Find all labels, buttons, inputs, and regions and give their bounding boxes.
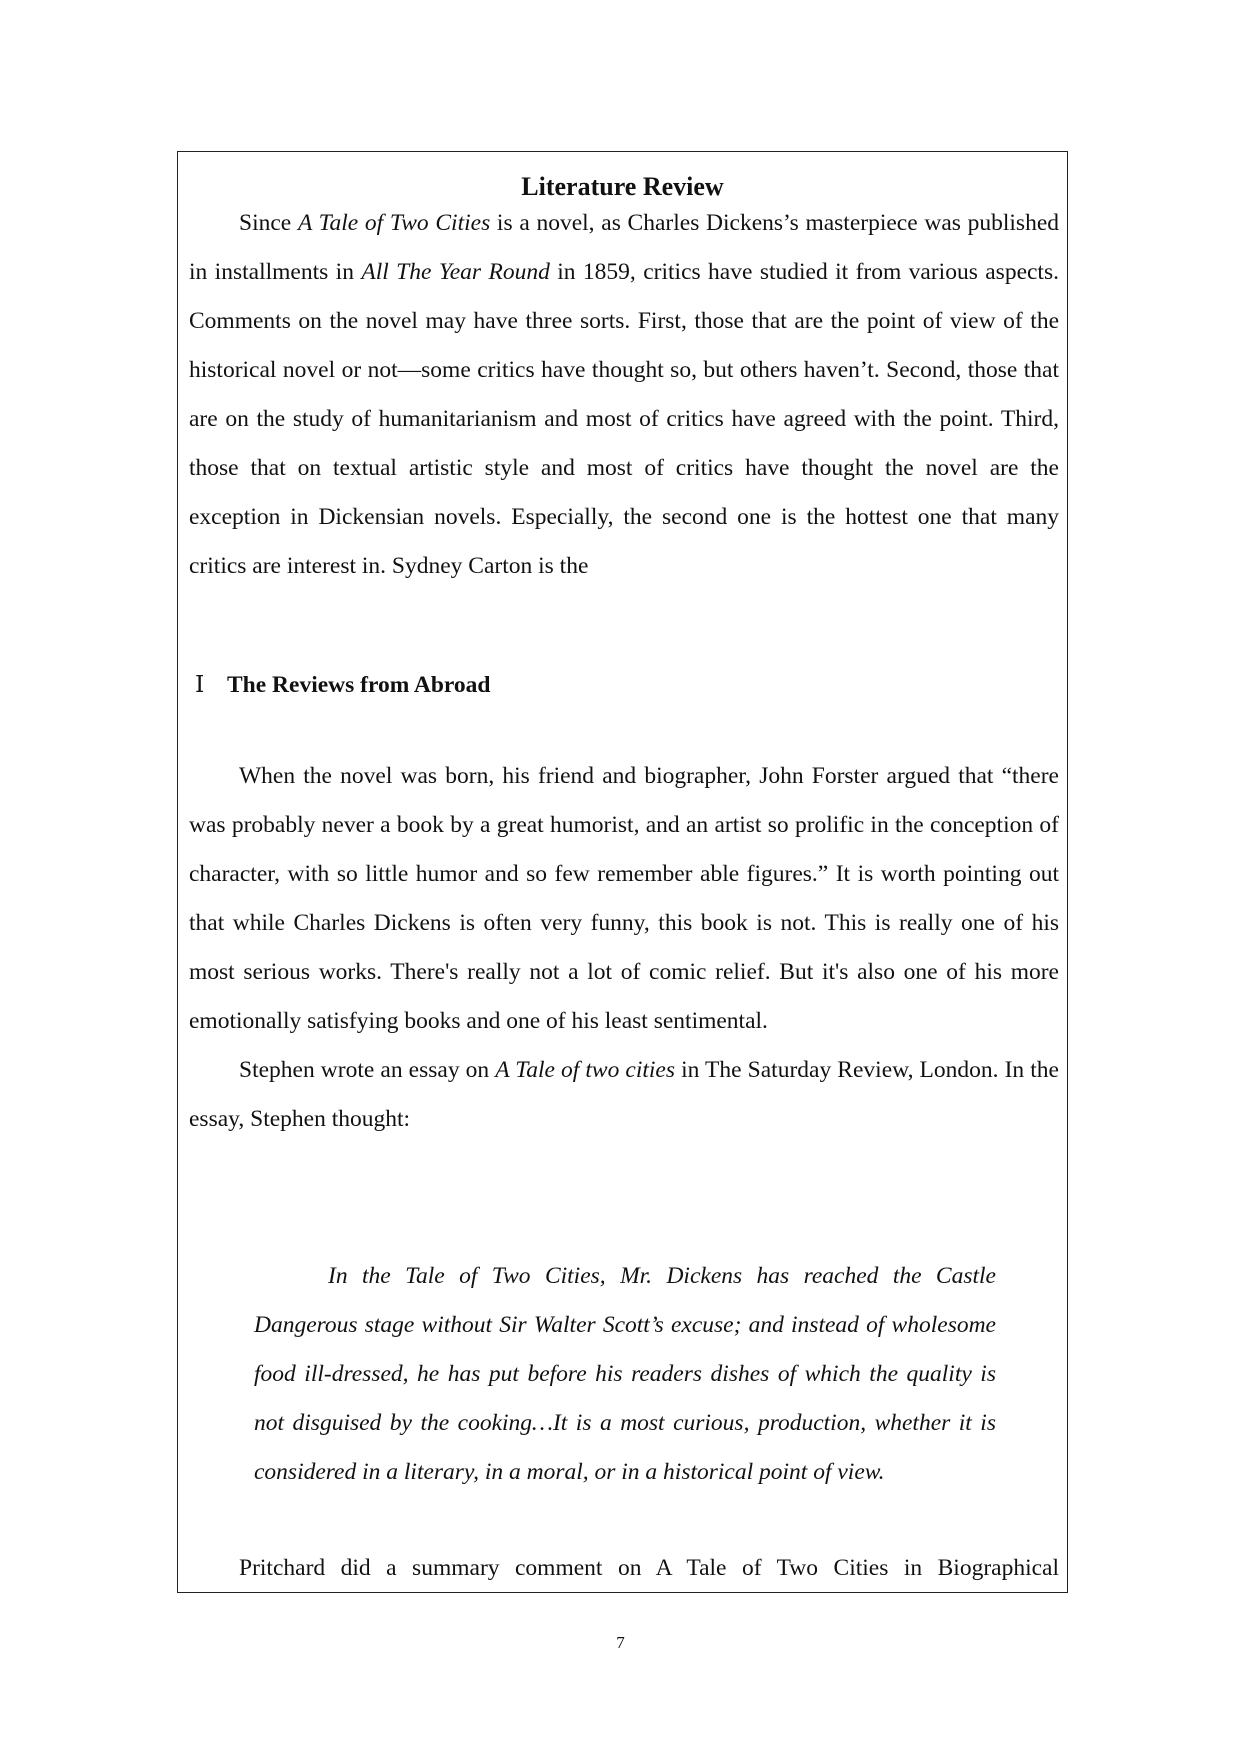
stephen-text-2: in The Saturday Review, London. In the essay, Stephen thought: xyxy=(189,1057,1059,1132)
intro-paragraph xyxy=(189,199,1059,591)
forster-paragraph: When the novel was born, his friend and biographer, John Forster argued that “there was probably never a book by a great humorist, and an artist so prolific in the conception of character, with so little humor and so few remember able figures.” It is worth pointing out that while Charles Dickens is often very funny, this book is not. This is really one of his most serious works. There's really not a lot of comic relief. But it's also one of his more emotionally satisfying books and one of his least sentimental. xyxy=(189,763,1059,1034)
stephen-paragraph xyxy=(189,1046,1059,1144)
body-block xyxy=(189,752,1059,1144)
block-quote: In the Tale of Two Cities, Mr. Dickens has reached the Castle Dangerous stage without Sir Walter Scott’s excuse; and instead of wholesome food ill-dressed, he has put before his readers dishes of which the quality is not disguised by the cooking…It is a most curious, production, whether it is considered in a literary, in a moral, or in a historical point of view. xyxy=(254,1263,996,1485)
intro-text-3: in 1859, critics have studied it from various aspects. Comments on the novel may have three sorts. First, those that are the point of view of the historical novel or not—some critics have thought so, but others haven’t. Second, those that are on the study of humanitarianism and most of critics have agreed with the point. Third, those that on textual artistic style and most of critics have thought the novel are the exception in Dickensian novels. Especially, the second one is the hottest one that many critics are interest in. Sydney Carton is the xyxy=(189,259,1059,579)
intro-text-2: is a novel, as Charles Dickens’s masterpiece was published in installments in xyxy=(189,210,1060,285)
stephen-book-title: A Tale of two cities xyxy=(495,1057,676,1083)
page-title: Literature Review xyxy=(521,172,724,201)
intro-book-title: A Tale of Two Cities xyxy=(297,210,491,236)
intro-text-1: Since xyxy=(239,210,298,236)
page-number: 7 xyxy=(616,1633,625,1652)
section-number: Ⅰ xyxy=(195,672,205,698)
stephen-text-1: Stephen wrote an essay on xyxy=(239,1057,496,1083)
section-heading-text: The Reviews from Abroad xyxy=(227,672,491,698)
intro-magazine-title: All The Year Round xyxy=(361,259,550,285)
section-heading xyxy=(195,660,491,710)
intro-block xyxy=(189,199,1059,591)
pritchard-paragraph: Pritchard did a summary comment on A Tale of Two Cities in Biographical xyxy=(239,1555,1059,1581)
